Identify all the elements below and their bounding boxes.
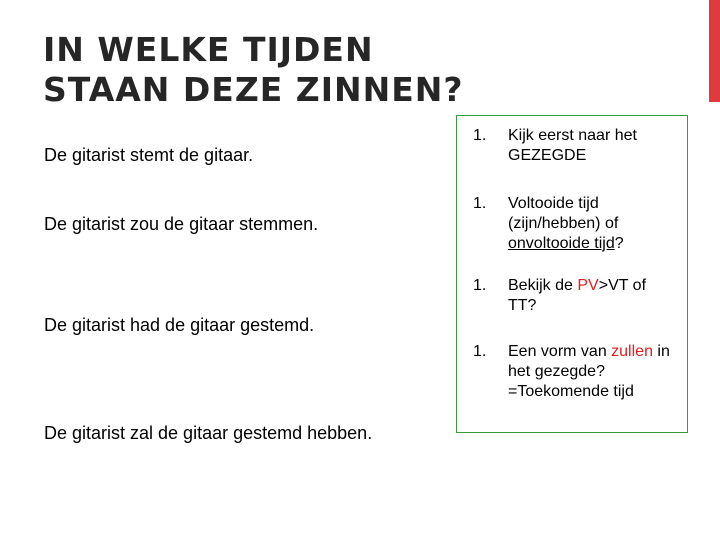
step-number: 1.: [473, 277, 487, 294]
title-line-1: IN WELKE TIJDEN: [43, 30, 374, 69]
step-text-part: in het gezegde?=Toekomende tijd: [508, 343, 670, 400]
sentence-2: De gitarist zou de gitaar stemmen.: [44, 214, 319, 234]
slide-title: [43, 30, 683, 110]
sentence-1: De gitarist stemt de gitaar.: [44, 145, 254, 165]
steps-box: [456, 115, 688, 433]
step-text: [508, 342, 678, 402]
step-number: 1.: [473, 343, 487, 360]
step-number: 1.: [473, 195, 487, 212]
step-text-highlight: PV: [577, 277, 599, 294]
step-text: Kijk eerst naar het GEZEGDE: [508, 127, 637, 164]
step-text-part: Voltooide tijd (zijn/hebben) of: [508, 195, 619, 232]
step-text-part: >VT of TT?: [508, 277, 647, 314]
step-text-part: Een vorm van: [508, 343, 612, 360]
step-text-part: ?: [614, 235, 624, 252]
step-number: 1.: [473, 127, 487, 144]
sentence-3: De gitarist had de gitaar gestemd.: [44, 315, 315, 335]
step-text-underlined: onvoltooide tijd: [508, 235, 615, 252]
title-line-2: STAAN DEZE ZINNEN?: [43, 70, 464, 109]
sentence-4: De gitarist zal de gitaar gestemd hebben.: [44, 423, 373, 443]
accent-bar: [709, 0, 720, 102]
step-text: [508, 276, 678, 316]
step-text-highlight: zullen: [611, 343, 653, 360]
step-text: [508, 194, 678, 254]
step-text-part: Bekijk de: [508, 277, 578, 294]
